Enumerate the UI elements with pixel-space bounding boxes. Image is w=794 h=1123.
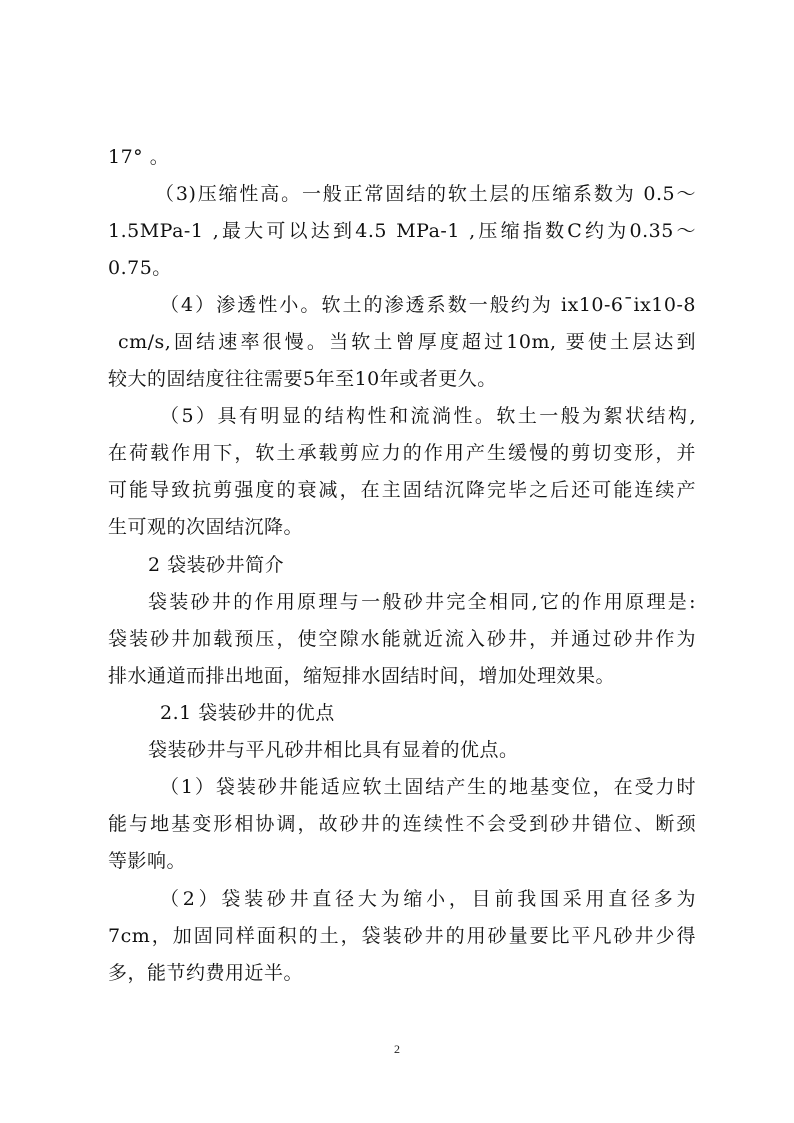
text-line: 1.5MPa-1 ,最大可以达到4.5 MPa-1 ,压缩指数C约为0.35～ — [108, 220, 696, 242]
text-line: 0.75。 — [108, 257, 172, 279]
text-line: cm/s,固结速率很慢。当软土曾厚度超过10m, 要使土层达到 — [118, 331, 696, 353]
paragraph-structure: （5）具有明显的结构性和流淌性。软土一般为絮状结构, — [160, 405, 696, 427]
text-line: 排水通道而排出地面，缩短排水固结时间，增加处理效果。 — [108, 665, 616, 687]
paragraph-advantage-2: （2）袋装砂井直径大为缩小，目前我国采用直径多为 — [160, 888, 696, 910]
paragraph-advantages-intro: 袋装砂井与平凡砂井相比具有显着的优点。 — [148, 739, 519, 761]
text-line: 多，能节约费用近半。 — [108, 962, 304, 984]
paragraph-advantage-1: （1）袋装砂井能适应软土固结产生的地基变位，在受力时 — [160, 776, 696, 798]
paragraph-principle: 袋装砂井的作用原理与一般砂井完全相同,它的作用原理是: — [148, 591, 696, 613]
text-line: 袋装砂井加载预压，使空隙水能就近流入砂井，并通过砂井作为 — [108, 628, 696, 650]
subsection-heading: 2.1 袋装砂井的优点 — [160, 702, 335, 724]
text-line: 可能导致抗剪强度的衰减，在主固结沉降完毕之后还可能连续产 — [108, 479, 696, 501]
text-line: 较大的固结度往往需要5年至10年或者更久。 — [108, 368, 497, 390]
page-number: 2 — [394, 1042, 400, 1056]
section-heading: 2 袋装砂井简介 — [148, 554, 285, 576]
paragraph-compressibility: （3)压缩性高。一般正常固结的软土层的压缩系数为 0.5～ — [155, 183, 696, 205]
text-line: 能与地基变形相协调，故砂井的连续性不会受到砂井错位、断颈 — [108, 813, 696, 835]
text-line: 17° 。 — [108, 146, 170, 168]
text-line: 7cm，加固同样面积的土，袋装砂井的用砂量要比平凡砂井少得 — [108, 925, 696, 947]
text-line: 等影响。 — [108, 850, 187, 872]
paragraph-permeability: （4）渗透性小。软土的渗透系数一般约为 ix10-6¯ix10-8 — [160, 294, 696, 316]
text-line: 生可观的次固结沉降。 — [108, 516, 304, 538]
text-line: 在荷载作用下，软土承载剪应力的作用产生缓慢的剪切变形，并 — [108, 442, 696, 464]
